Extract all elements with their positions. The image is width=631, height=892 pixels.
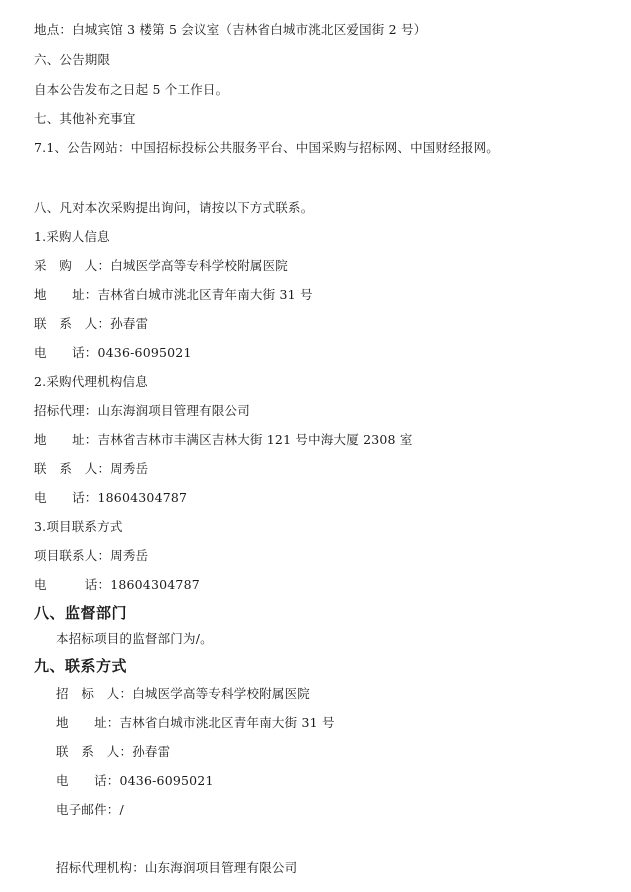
section-6-body: 自本公告发布之日起 5 个工作日。 (34, 82, 229, 97)
inquiry-section-title: 八、凡对本次采购提出询问，请按以下方式联系。 (34, 200, 314, 215)
tenderer-contact: 联 系 人：孙春雷 (56, 744, 171, 759)
buyer-contact: 联 系 人：孙春雷 (34, 316, 149, 331)
section-7-body: 7.1、公告网站：中国招标投标公共服务平台、中国采购与招标网、中国财经报网。 (34, 140, 499, 155)
supervision-section-title: 八、监督部门 (34, 604, 128, 622)
agency-organization: 招标代理机构：山东海润项目管理有限公司 (56, 860, 298, 875)
tenderer-phone: 电 话：0436-6095021 (56, 773, 214, 788)
section-6-title: 六、公告期限 (34, 52, 111, 67)
project-contact: 项目联系人：周秀岳 (34, 548, 149, 563)
agency-contact: 联 系 人：周秀岳 (34, 461, 149, 476)
tenderer-email: 电子邮件：/ (56, 802, 124, 817)
tenderer-name: 招 标 人：白城医学高等专科学校附属医院 (56, 686, 311, 701)
project-contact-heading: 3.项目联系方式 (34, 519, 123, 534)
agency-phone: 电 话：18604304787 (34, 490, 188, 505)
buyer-name: 采 购 人：白城医学高等专科学校附属医院 (34, 258, 289, 273)
project-phone: 电 话：18604304787 (34, 577, 200, 592)
agency-name: 招标代理：山东海润项目管理有限公司 (34, 403, 250, 418)
buyer-address: 地 址：吉林省白城市洮北区青年南大街 31 号 (34, 287, 313, 302)
tenderer-address: 地 址：吉林省白城市洮北区青年南大街 31 号 (56, 715, 335, 730)
buyer-info-heading: 1.采购人信息 (34, 229, 110, 244)
agency-address: 地 址：吉林省吉林市丰满区吉林大街 121 号中海大厦 2308 室 (34, 432, 413, 447)
agency-info-heading: 2.采购代理机构信息 (34, 374, 148, 389)
buyer-phone: 电 话：0436-6095021 (34, 345, 192, 360)
supervision-body: 本招标项目的监督部门为/。 (56, 631, 213, 646)
contact-section-title: 九、联系方式 (34, 657, 128, 675)
meeting-venue: 地点：白城宾馆 3 楼第 5 会议室（吉林省白城市洮北区爱国街 2 号） (34, 22, 427, 37)
section-7-title: 七、其他补充事宜 (34, 111, 136, 126)
